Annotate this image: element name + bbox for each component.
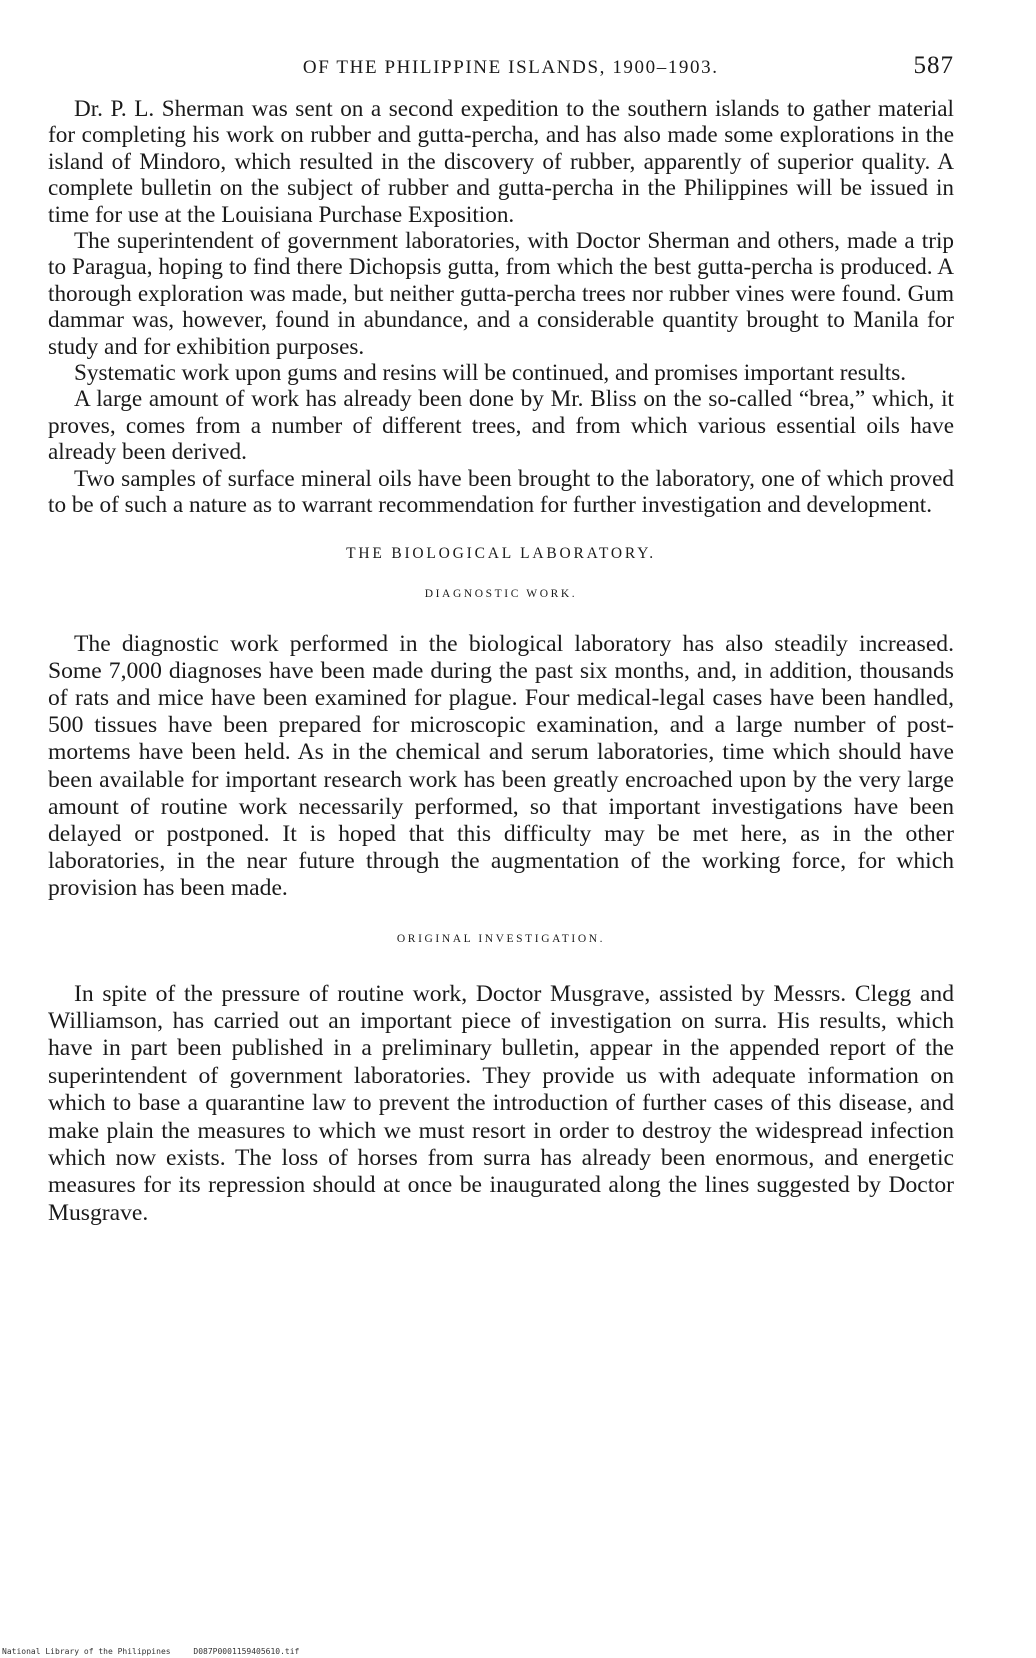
paragraph-sherman-expedition: Dr. P. L. Sherman was sent on a second expedition to the southern islands to gather material for completing his work on rubber and gutta-percha, and has also made some explorations in the island of Mindoro, which resulted in the discovery of rubber, apparently of superior quality. A complete bulletin on the subject of rubber and gutta-percha in the Philippines will be issued in time for use at the Louisiana Purchase Exposition. — [48, 96, 954, 228]
paragraph-mineral-oils: Two samples of surface mineral oils have been brought to the laboratory, one of which proved to be of such a nature as to warrant recommendation for further investigation and development. — [48, 465, 954, 519]
subheading-diagnostic-work: DIAGNOSTIC WORK. — [424, 587, 578, 600]
section-rubber — [48, 96, 954, 519]
library-credit: National Library of the Philippines — [2, 1647, 171, 1656]
section-original-investigation — [48, 981, 954, 1228]
page-header — [48, 52, 954, 88]
document-page — [48, 52, 954, 1227]
paragraph-brea: A large amount of work has already been done by Mr. Bliss on the so-called “brea,” which, it proves, comes from a number of different trees, and from which various essential oils have already been derived. — [48, 386, 954, 466]
paragraph-diagnostic-work: The diagnostic work performed in the biological laboratory has also steadily increased. Some 7,000 diagnoses have been made during the past six months, and, in addition, thousands of rats and mice have been examined for plague. Four medical-legal cases have been handled, 500 tissues have been prepared for microscopic examination, and a large number of post-mortems have been held. As in the chemical and serum laboratories, time which should have been available for important research work has been greatly encroached upon by the very large amount of routine work necessarily performed, so that important investigations have been delayed or postponed. It is hoped that this difficulty may be met here, as in the other laboratories, in the near future through the augmentation of the working force, for which provision has been made. — [48, 630, 954, 902]
paragraph-surra-investigation: In spite of the pressure of routine work, Doctor Musgrave, assisted by Messrs. Clegg and Williamson, has carried out an important piece of investigation on surra. His results, which have in part been published in a preliminary bulletin, appear in the appended report of the superintendent of government laboratories. They provide us with adequate information on which to base a quarantine law to prevent the introduction of further cases of this disease, and make plain the measures to which we must resort in order to destroy the widespread infection which now exists. The loss of horses from surra has already been enormous, and energetic measures for its repression should at once be inaugurated along the lines suggested by Doctor Musgrave. — [48, 980, 954, 1226]
section-diagnostic — [48, 631, 954, 903]
scan-footer — [2, 1647, 317, 1656]
subheading-original-investigation: ORIGINAL INVESTIGATION. — [396, 932, 606, 945]
paragraph-gums-resins: Systematic work upon gums and resins will be continued, and promises important results. — [74, 360, 907, 387]
paragraph-paragua-trip: The superintendent of government laboratories, with Doctor Sherman and others, made a trip to Paragua, hoping to find there Dichopsis gutta, from which the best gutta-percha is produced. A thorough exploration was made, but neither gutta-percha trees nor rubber vines were found. Gum dammar was, however, found in abundance, and a considerable quantity brought to Manila for study and for exhibition purposes. — [48, 228, 954, 360]
section-heading-biological-laboratory: THE BIOLOGICAL LABORATORY. — [346, 544, 656, 562]
running-head: OF THE PHILIPPINE ISLANDS, 1900–1903. — [302, 57, 719, 78]
page-number: 587 — [913, 52, 954, 79]
scan-file-id: D087P0001159405610.tif — [193, 1647, 300, 1656]
